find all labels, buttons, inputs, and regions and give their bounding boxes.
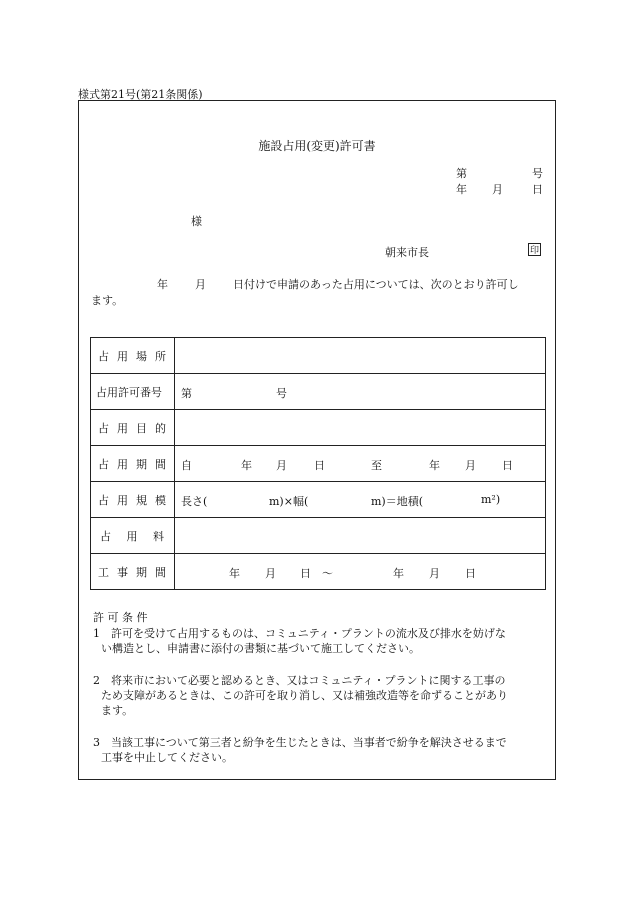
- row-label: [91, 338, 175, 374]
- permit-dai: 第: [181, 387, 192, 400]
- date-month: 月: [492, 183, 503, 196]
- number-dai: 第: [456, 167, 467, 180]
- condition-line: い構造とし、申請書に添付の書類に基づいて施工してください。: [101, 642, 420, 655]
- table-row: [91, 338, 546, 374]
- permit-document: [78, 100, 556, 780]
- condition-item-1: [93, 626, 545, 656]
- condition-line: ため支障があるときは、この許可を取り消し、又は補強改造等を命ずることがあり: [101, 689, 508, 702]
- occupancy-location-value: [175, 338, 546, 374]
- condition-line: 1 許可を受けて占用するものは、コミュニティ・プラントの流水及び排水を妨げな: [93, 627, 506, 640]
- period-day-2: 日: [502, 459, 513, 472]
- addressee-suffix: 様: [191, 215, 202, 228]
- label-text: 占用許可番号: [96, 385, 162, 399]
- body-rest: 日付けで申請のあった占用については、次のとおり許可し: [233, 278, 519, 291]
- body-line-2: ます。: [91, 294, 124, 307]
- occupancy-fee-value: [175, 518, 546, 554]
- table-row: [91, 554, 546, 590]
- row-label: [91, 482, 175, 518]
- occupancy-period-value: [175, 446, 546, 482]
- seal-mark: 印: [528, 243, 541, 256]
- label-char: 的: [155, 421, 166, 435]
- period-from: 自: [181, 459, 192, 472]
- label-char: 場: [136, 349, 147, 363]
- date-day: 日: [532, 183, 543, 196]
- scale-width: m)×幅(: [269, 495, 309, 508]
- label-char: 用: [117, 421, 128, 435]
- row-label: [91, 374, 175, 410]
- work-year-1: 年: [229, 567, 240, 580]
- label-char: 占: [98, 349, 109, 363]
- label-char: 用: [117, 349, 128, 363]
- label-char: 料: [153, 529, 164, 543]
- period-to: 至: [371, 459, 382, 472]
- label-char: 間: [155, 565, 166, 579]
- condition-line: 3 当該工事について第三者と紛争を生じたときは、当事者で紛争を解決させるまで: [93, 736, 507, 749]
- period-year-1: 年: [241, 459, 252, 472]
- work-day-2: 日: [465, 567, 476, 580]
- body-month: 月: [195, 278, 206, 291]
- work-month-2: 月: [429, 567, 440, 580]
- work-day-1: 日: [300, 567, 311, 580]
- table-row: [91, 518, 546, 554]
- scale-unit: m²): [481, 493, 501, 506]
- condition-line: 2 将来市において必要と認めるとき、又はコミュニティ・プラントに関する工事の: [93, 674, 506, 687]
- row-label: [91, 554, 175, 590]
- document-title: 施設占用(変更)許可書: [258, 139, 376, 153]
- scale-length: 長さ(: [181, 495, 208, 508]
- period-month-1: 月: [276, 459, 287, 472]
- condition-item-3: [93, 735, 545, 765]
- label-char: 占: [98, 457, 109, 471]
- row-label: [91, 518, 175, 554]
- label-char: 工: [98, 565, 109, 579]
- number-go: 号: [532, 167, 543, 180]
- work-year-2: 年: [393, 567, 404, 580]
- occupancy-table: [90, 337, 546, 590]
- body-year: 年: [157, 278, 168, 291]
- label-char: 用: [126, 529, 138, 543]
- label-char: 用: [117, 457, 128, 471]
- conditions-heading: 許 可 条 件: [93, 611, 148, 624]
- period-year-2: 年: [429, 459, 440, 472]
- row-label: [91, 410, 175, 446]
- label-char: 用: [117, 493, 128, 507]
- label-char: 間: [155, 457, 166, 471]
- work-tilde: ～: [322, 567, 333, 580]
- occupancy-purpose-value: [175, 410, 546, 446]
- label-char: 規: [136, 493, 147, 507]
- label-char: 期: [136, 457, 147, 471]
- condition-item-2: [93, 673, 545, 718]
- date-year: 年: [456, 183, 467, 196]
- condition-line: 工事を中止してください。: [101, 751, 233, 764]
- label-char: 模: [155, 493, 166, 507]
- issuer-name: 朝来市長: [385, 246, 429, 259]
- table-row: [91, 482, 546, 518]
- scale-area: m)＝地積(: [371, 495, 424, 508]
- table-row: [91, 374, 546, 410]
- permit-number-value: [175, 374, 546, 410]
- construction-period-value: [175, 554, 546, 590]
- label-char: 占: [98, 493, 109, 507]
- table-row: [91, 446, 546, 482]
- permit-go: 号: [276, 387, 287, 400]
- label-char: 占: [98, 421, 109, 435]
- form-number-label: 様式第21号(第21条関係): [78, 88, 203, 101]
- period-day-1: 日: [314, 459, 325, 472]
- table-row: [91, 410, 546, 446]
- period-month-2: 月: [465, 459, 476, 472]
- work-month-1: 月: [265, 567, 276, 580]
- label-char: 事: [117, 565, 128, 579]
- row-label: [91, 446, 175, 482]
- label-char: 所: [155, 349, 166, 363]
- occupancy-scale-value: [175, 482, 546, 518]
- label-char: 目: [136, 421, 147, 435]
- condition-line: ます。: [101, 704, 134, 717]
- label-char: 占: [100, 529, 111, 543]
- label-char: 期: [136, 565, 147, 579]
